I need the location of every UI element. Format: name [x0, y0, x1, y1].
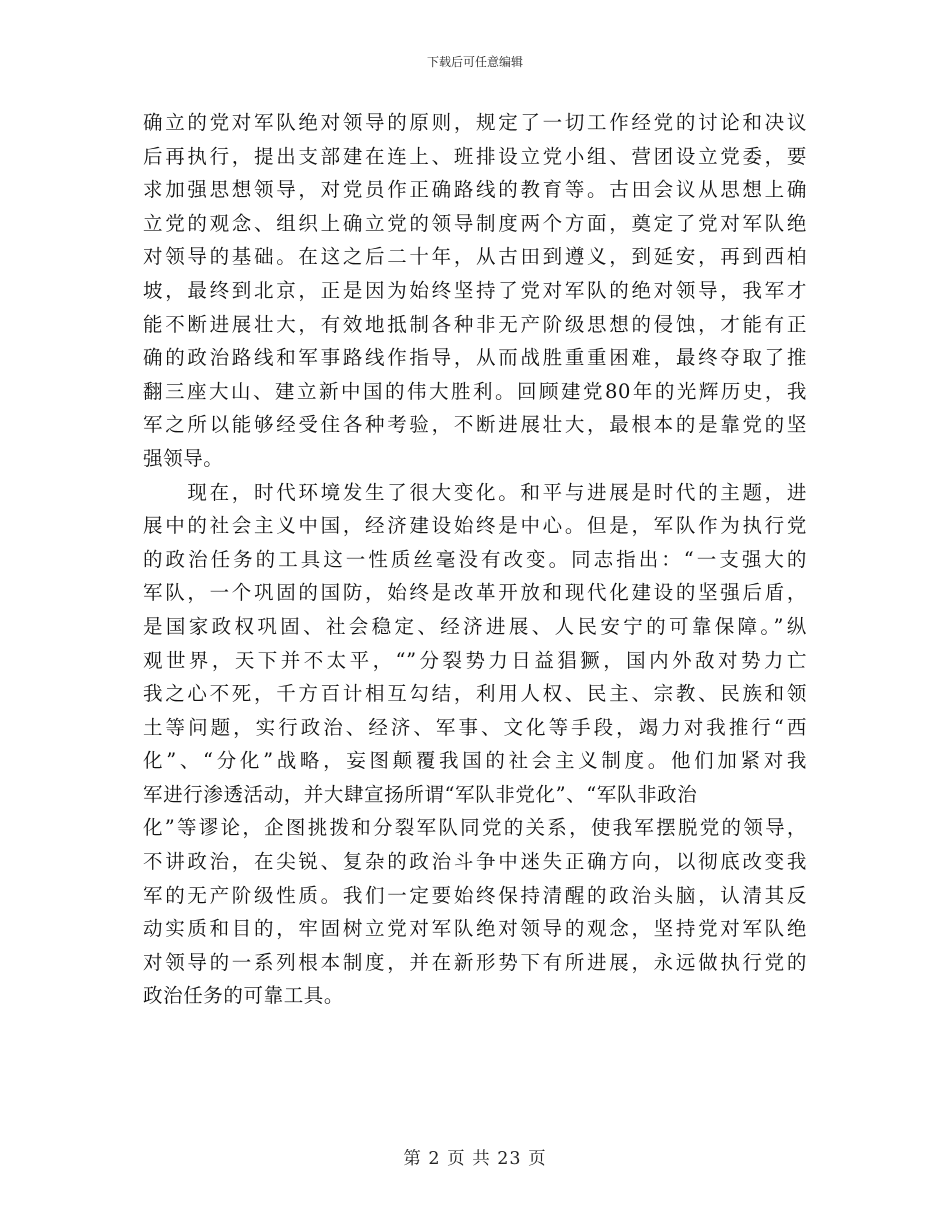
current-page-number: 2 — [428, 1149, 441, 1169]
text-line: 军队，一个巩固的国防，始终是改革开放和现代化建设的坚强后盾， — [143, 581, 807, 605]
text-line: 强领导。 — [143, 446, 224, 470]
text-line: 展中的社会主义中国，经济建设始终是中心。但是，军队作为执行党 — [143, 514, 807, 538]
text-line: 土等问题，实行政治、经济、军事、文化等手段，竭力对我推行“西 — [143, 715, 807, 739]
footer-middle: 页 共 — [447, 1149, 491, 1169]
text-line: 动实质和目的，牢固树立党对军队绝对领导的观念，坚持党对军队绝 — [143, 917, 807, 941]
document-body — [143, 106, 807, 1013]
text-line: 观世界，天下并不太平，“”分裂势力日益猖獗，国内外敌对势力亡 — [143, 648, 807, 672]
text-line: 军之所以能够经受住各种考验，不断进展壮大，最根本的是靠党的坚 — [143, 413, 807, 437]
page-header: 下载后可任意编辑 — [426, 55, 523, 69]
text-line: 对领导的一系列根本制度，并在新形势下有所进展，永远做执行党的 — [143, 950, 807, 974]
page-footer — [0, 1145, 950, 1170]
text-line: 后再执行，提出支部建在连上、班排设立党小组、营团设立党委，要 — [143, 144, 807, 168]
text-line: 立党的观念、组织上确立党的领导制度两个方面，奠定了党对军队绝 — [143, 211, 807, 235]
text-line: 求加强思想领导，对党员作正确路线的教育等。古田会议从思想上确 — [143, 178, 807, 202]
text-line: 确的政治路线和军事路线作指导，从而战胜重重困难，最终夺取了推 — [143, 346, 807, 370]
text-line: 不讲政治，在尖锐、复杂的政治斗争中迷失正确方向，以彻底改变我 — [143, 850, 807, 874]
text-line: 化”等谬论，企图挑拨和分裂军队同党的关系，使我军摆脱党的领导， — [143, 816, 807, 840]
text-line: 对领导的基础。在这之后二十年，从古田到遵义，到延安，再到西柏 — [143, 245, 807, 269]
footer-prefix: 第 — [403, 1149, 422, 1169]
text-line: 军的无产阶级性质。我们一定要始终保持清醒的政治头脑，认清其反 — [143, 883, 807, 907]
text-line: 坡，最终到北京，正是因为始终坚持了党对军队的绝对领导，我军才 — [143, 278, 807, 302]
total-page-count: 23 — [497, 1149, 522, 1169]
text-line: 翻三座大山、建立新中国的伟大胜利。回顾建党80年的光辉历史，我 — [143, 379, 807, 403]
paragraph-2 — [143, 476, 807, 1014]
text-line: 军进行渗透活动，并大肆宣扬所谓“军队非党化”、“军队非政治 — [143, 782, 698, 806]
footer-suffix: 页 — [528, 1149, 547, 1169]
text-line: 是国家政权巩固、社会稳定、经济进展、人民安宁的可靠保障。”纵 — [143, 614, 807, 638]
paragraph-1 — [143, 106, 807, 476]
text-line: 确立的党对军队绝对领导的原则，规定了一切工作经党的讨论和决议 — [143, 111, 807, 134]
text-line: 现在，时代环境发生了很大变化。和平与进展是时代的主题，进 — [143, 480, 807, 504]
text-line: 政治任务的可靠工具。 — [143, 984, 345, 1008]
text-line: 能不断进展壮大，有效地抵制各种非无产阶级思想的侵蚀，才能有正 — [143, 312, 807, 336]
text-line: 的政治任务的工具这一性质丝毫没有改变。同志指出：“一支强大的 — [143, 547, 807, 571]
text-line: 化”、“分化”战略，妄图颠覆我国的社会主义制度。他们加紧对我 — [143, 749, 807, 773]
text-line: 我之心不死，千方百计相互勾结，利用人权、民主、宗教、民族和领 — [143, 682, 807, 706]
